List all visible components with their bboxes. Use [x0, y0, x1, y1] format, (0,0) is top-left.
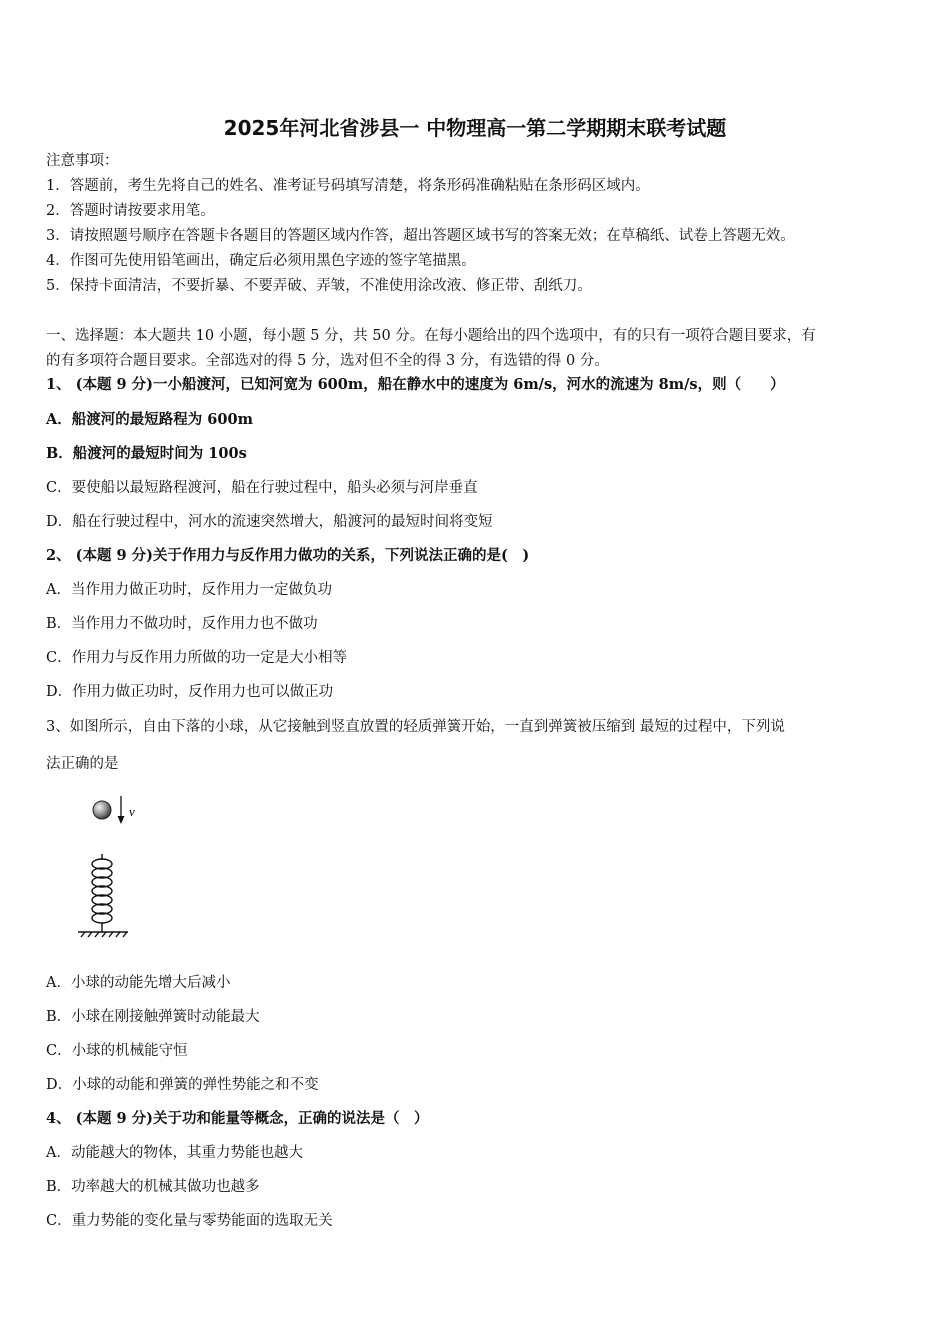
notice-item-4: 4．作图可先使用铅笔画出，确定后必须用黑色字迹的签字笔描黑。 [46, 253, 476, 269]
page-title: 2025年河北省涉县一 中物理高一第二学期期末联考试题 [223, 116, 727, 140]
q3-stem-line1: 3、如图所示，自由下落的小球，从它接触到竖直放置的轻质弹簧开始，一直到弹簧被压缩到 最短的过程中，下列说 [46, 719, 785, 735]
q3-option-d: D．小球的动能和弹簧的弹性势能之和不变 [46, 1077, 319, 1093]
ball-spring-figure [72, 790, 142, 940]
notice-heading: 注意事项： [46, 153, 119, 169]
q1-option-c: C．要使船以最短路程渡河，船在行驶过程中，船头必须与河岸垂直 [46, 480, 478, 496]
velocity-label: v [129, 804, 135, 819]
section-intro-line1: 一、选择题：本大题共 10 小题，每小题 5 分，共 50 分。在每小题给出的四个选项中，有的只有一项符合题目要求，有 [46, 328, 816, 344]
notice-item-2: 2．答题时请按要求用笔。 [46, 203, 215, 219]
q1-stem: 1、 (本题 9 分)一小船渡河，已知河宽为 600m，船在静水中的速度为 6m/s，河水的流速为 8m/s，则（ ） [46, 376, 785, 393]
notice-item-1: 1．答题前，考生先将自己的姓名、准考证号码填写清楚，将条形码准确粘贴在条形码区域内。 [46, 178, 650, 194]
q4-option-b: B．功率越大的机械其做功也越多 [46, 1179, 260, 1195]
ball-icon [93, 801, 111, 819]
notice-item-5: 5．保持卡面清洁，不要折暴、不要弄破、弄皱，不准使用涂改液、修正带、刮纸刀。 [46, 278, 592, 294]
velocity-arrowhead [118, 816, 125, 824]
q2-option-d: D．作用力做正功时，反作用力也可以做正功 [46, 684, 334, 700]
q3-option-a: A．小球的动能先增大后减小 [46, 975, 231, 991]
q1-option-a: A．船渡河的最短路程为 600m [46, 411, 253, 428]
q4-stem: 4、 (本题 9 分)关于功和能量等概念，正确的说法是（ ） [46, 1110, 429, 1127]
q2-stem: 2、 (本题 9 分)关于作用力与反作用力做功的关系，下列说法正确的是( ) [46, 547, 530, 564]
q1-option-b: B．船渡河的最短时间为 100s [46, 445, 247, 462]
q2-option-b: B．当作用力不做功时，反作用力也不做功 [46, 616, 318, 632]
ground-base [78, 932, 128, 937]
q2-option-c: C．作用力与反作用力所做的功一定是大小相等 [46, 650, 348, 666]
q2-option-a: A．当作用力做正功时，反作用力一定做负功 [46, 582, 332, 598]
notice-item-3: 3．请按照题号顺序在答题卡各题目的答题区域内作答，超出答题区域书写的答案无效；在草稿纸、试卷上答题无效。 [46, 228, 795, 244]
q3-stem-line2: 法正确的是 [46, 756, 119, 772]
spring-coil [92, 854, 112, 932]
q1-option-d: D．船在行驶过程中，河水的流速突然增大，船渡河的最短时间将变短 [46, 514, 493, 530]
q4-option-c: C．重力势能的变化量与零势能面的选取无关 [46, 1213, 333, 1229]
section-intro-line2: 的有多项符合题目要求。全部选对的得 5 分，选对但不全的得 3 分，有选错的得 0 分。 [46, 353, 609, 369]
q3-option-c: C．小球的机械能守恒 [46, 1043, 188, 1059]
q3-option-b: B．小球在刚接触弹簧时动能最大 [46, 1009, 260, 1025]
q4-option-a: A．动能越大的物体，其重力势能也越大 [46, 1145, 303, 1161]
